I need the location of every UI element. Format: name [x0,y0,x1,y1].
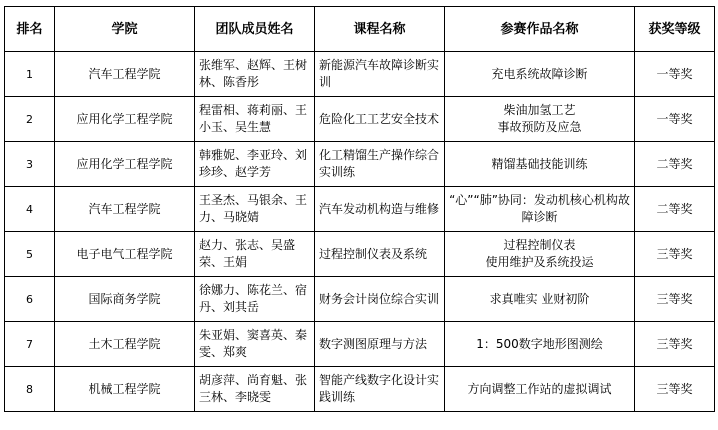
header-award: 获奖等级 [635,7,715,52]
cell-rank: 3 [5,142,55,187]
cell-course: 过程控制仪表及系统 [315,232,445,277]
awards-table [4,6,715,412]
cell-award: 三等奖 [635,232,715,277]
cell-college: 汽车工程学院 [55,187,195,232]
header-row [5,7,715,52]
header-work: 参赛作品名称 [445,7,635,52]
cell-members: 胡彦萍、尚育魁、张三林、李晓雯 [195,367,315,412]
cell-course: 汽车发动机构造与维修 [315,187,445,232]
cell-members: 赵力、张志、吴盛荣、王娟 [195,232,315,277]
table-row [5,187,715,232]
table-row [5,142,715,187]
cell-members: 朱亚娟、窦喜英、秦雯、郑爽 [195,322,315,367]
cell-rank: 8 [5,367,55,412]
cell-members: 韩雅妮、李亚玲、刘珍珍、赵学芳 [195,142,315,187]
cell-work: 充电系统故障诊断 [445,52,635,97]
cell-college: 汽车工程学院 [55,52,195,97]
cell-award: 一等奖 [635,97,715,142]
cell-award: 二等奖 [635,187,715,232]
header-members: 团队成员姓名 [195,7,315,52]
table-row [5,322,715,367]
cell-rank: 7 [5,322,55,367]
cell-college: 应用化学工程学院 [55,142,195,187]
cell-course: 财务会计岗位综合实训 [315,277,445,322]
cell-work: 精馏基础技能训练 [445,142,635,187]
cell-work: 1：500数字地形图测绘 [445,322,635,367]
cell-work: 柴油加氢工艺 事故预防及应急 [445,97,635,142]
cell-rank: 6 [5,277,55,322]
table-row [5,97,715,142]
cell-college: 土木工程学院 [55,322,195,367]
cell-award: 一等奖 [635,52,715,97]
cell-course: 危险化工工艺安全技术 [315,97,445,142]
cell-award: 二等奖 [635,142,715,187]
cell-college: 国际商务学院 [55,277,195,322]
cell-rank: 2 [5,97,55,142]
table-row [5,232,715,277]
cell-rank: 5 [5,232,55,277]
table-row [5,277,715,322]
cell-award: 三等奖 [635,322,715,367]
cell-course: 化工精馏生产操作综合实训练 [315,142,445,187]
header-course: 课程名称 [315,7,445,52]
cell-work: 过程控制仪表 使用维护及系统投运 [445,232,635,277]
cell-members: 张维军、赵辉、王树林、陈香彤 [195,52,315,97]
table-row [5,52,715,97]
cell-members: 程雷相、蒋莉丽、王小玉、吴生慧 [195,97,315,142]
header-college: 学院 [55,7,195,52]
header-rank: 排名 [5,7,55,52]
cell-work: “心”“肺”协同：发动机核心机构故障诊断 [445,187,635,232]
cell-college: 机械工程学院 [55,367,195,412]
cell-members: 王圣杰、马银余、王力、马晓婧 [195,187,315,232]
cell-award: 三等奖 [635,367,715,412]
cell-work: 求真唯实 业财初阶 [445,277,635,322]
cell-rank: 1 [5,52,55,97]
cell-course: 智能产线数字化设计实践训练 [315,367,445,412]
cell-college: 电子电气工程学院 [55,232,195,277]
cell-course: 新能源汽车故障诊断实训 [315,52,445,97]
cell-course: 数字测图原理与方法 [315,322,445,367]
cell-members: 徐娜力、陈花兰、宿丹、刘其岳 [195,277,315,322]
cell-work: 方向调整工作站的虚拟调试 [445,367,635,412]
cell-college: 应用化学工程学院 [55,97,195,142]
table-row [5,367,715,412]
cell-award: 三等奖 [635,277,715,322]
cell-rank: 4 [5,187,55,232]
